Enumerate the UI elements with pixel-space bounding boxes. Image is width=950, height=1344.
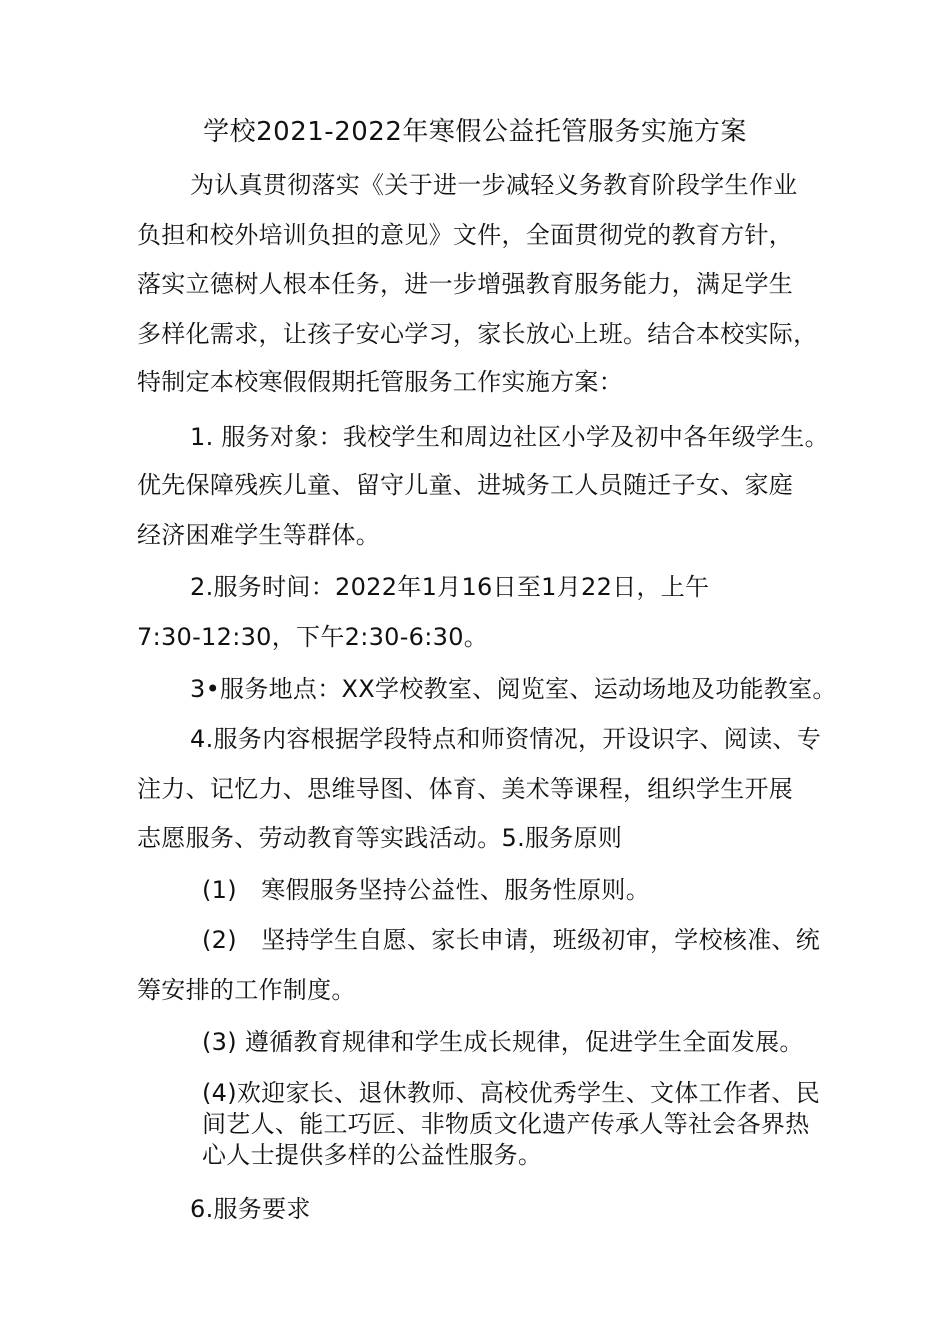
paragraph-line: 多样化需求，让孩子安心学习，家长放心上班。结合本校实际， — [137, 320, 818, 348]
paragraph-line: 7:30-12:30，下午2:30-6:30。 — [137, 623, 489, 651]
paragraph-line: 为认真贯彻落实《关于进一步减轻义务教育阶段学生作业 — [190, 171, 798, 199]
paragraph-line: 志愿服务、劳动教育等实践活动。5.服务原则 — [137, 824, 623, 852]
paragraph-line: 间艺人、能工巧匠、非物质文化遗产传承人等社会各界热 — [202, 1110, 810, 1138]
list-item: (2) 坚持学生自愿、家长申请，班级初审，学校核准、统 — [202, 926, 821, 954]
paragraph-line: 4.服务内容根据学段特点和师资情况，开设识字、阅读、专 — [190, 725, 821, 753]
section-heading: 6.服务要求 — [190, 1195, 311, 1223]
paragraph-line: 3•服务地点：XX学校教室、阅览室、运动场地及功能教室。 — [190, 675, 837, 703]
paragraph-line: 落实立德树人根本任务，进一步增强教育服务能力，满足学生 — [137, 270, 794, 298]
list-item: (3) 遵循教育规律和学生成长规律，促进学生全面发展。 — [202, 1028, 804, 1056]
paragraph-line: 注力、记忆力、思维导图、体育、美术等课程，组织学生开展 — [137, 775, 794, 803]
paragraph-line: 筹安排的工作制度。 — [137, 976, 356, 1004]
paragraph-line: 优先保障残疾儿童、留守儿童、进城务工人员随迁子女、家庭 — [137, 471, 794, 499]
paragraph-line: 2.服务时间：2022年1月16日至1月22日，上午 — [190, 573, 710, 601]
paragraph-line: 负担和校外培训负担的意见》文件，全面贯彻党的教育方针， — [137, 221, 794, 249]
paragraph-line: 1. 服务对象：我校学生和周边社区小学及初中各年级学生。 — [190, 423, 829, 451]
paragraph-line: 经济困难学生等群体。 — [137, 521, 380, 549]
document-title: 学校2021-2022年寒假公益托管服务实施方案 — [203, 117, 747, 147]
paragraph-line: 特制定本校寒假假期托管服务工作实施方案： — [137, 368, 623, 396]
list-item: (4)欢迎家长、退休教师、高校优秀学生、文体工作者、民 — [202, 1079, 821, 1107]
list-item: (1) 寒假服务坚持公益性、服务性原则。 — [202, 876, 650, 904]
paragraph-line: 心人士提供多样的公益性服务。 — [202, 1141, 543, 1169]
